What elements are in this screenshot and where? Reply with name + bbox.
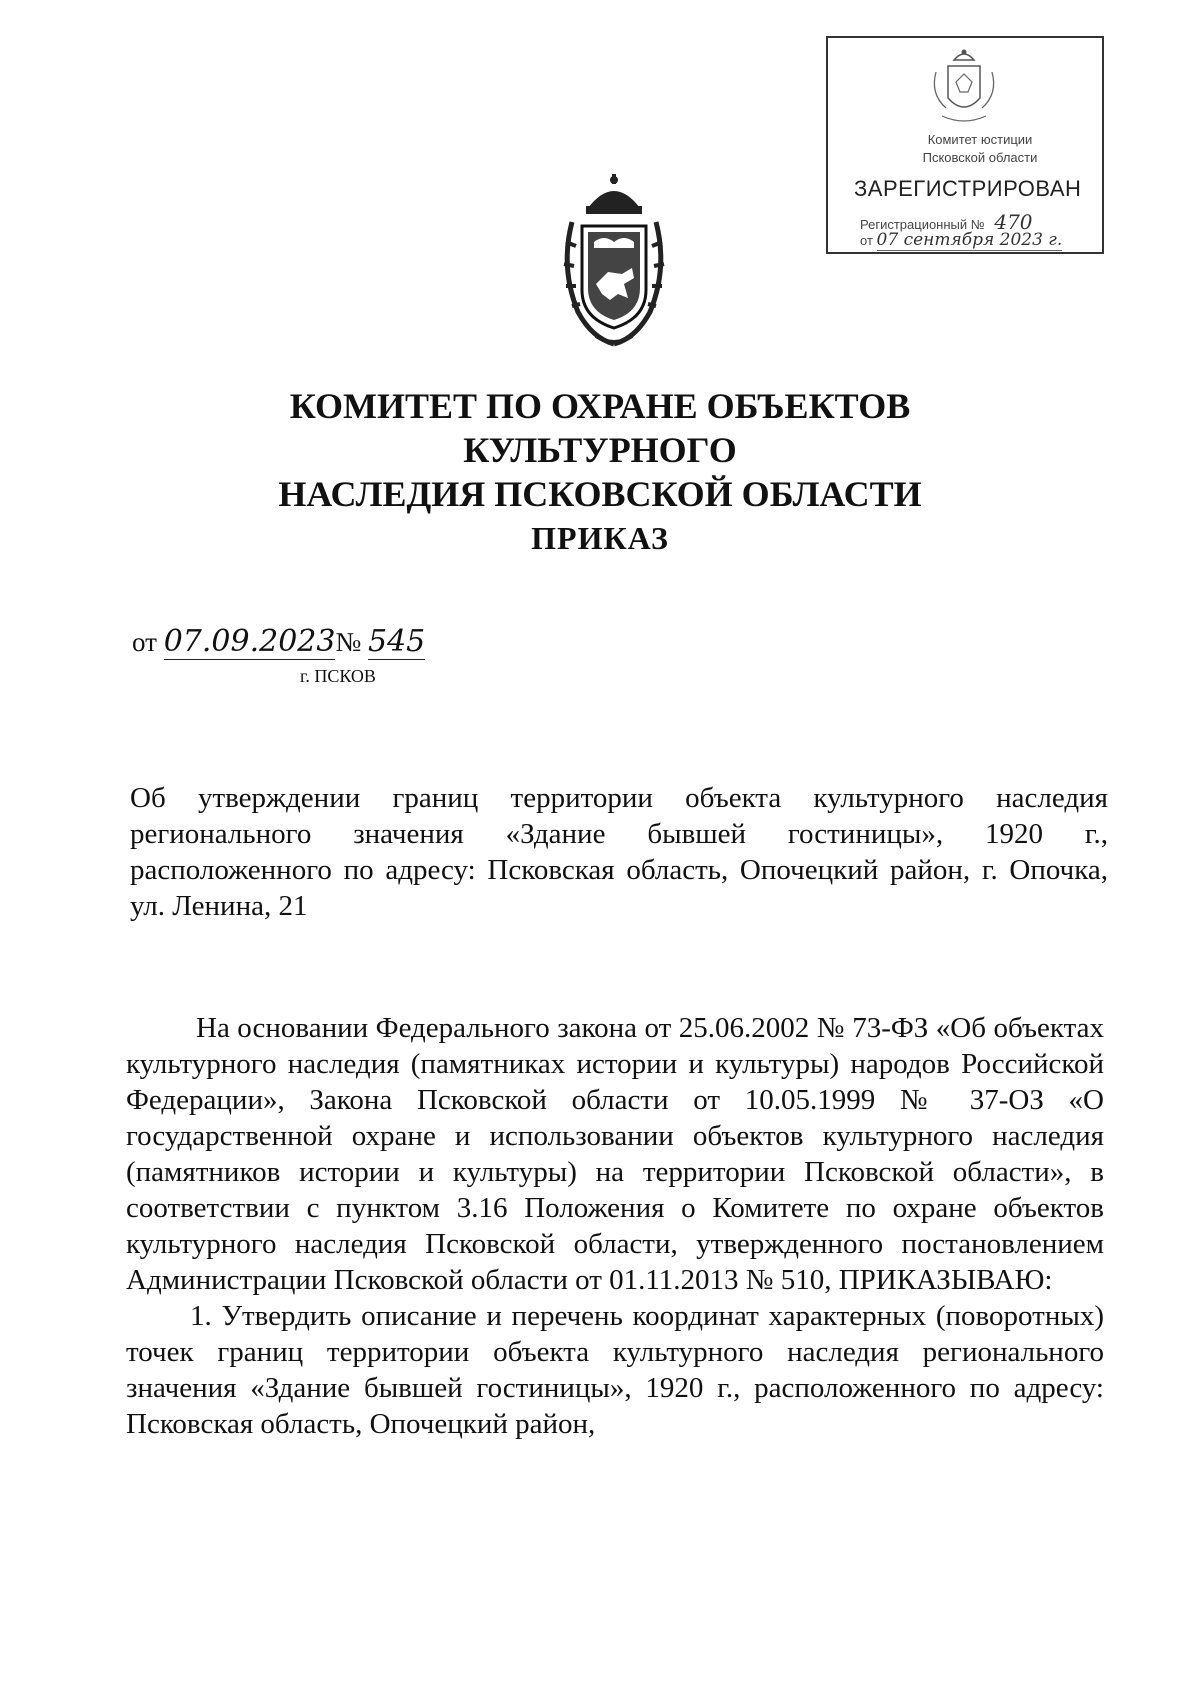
organization-title	[150, 384, 1050, 516]
order-subject: Об утверждении границ территории объекта культурного наследия регионального значения «Здание бывшей гостиницы», 1920 г., расположенного по адресу: Псковская область, Опочецкий район, г. Опочка, ул. Ленина, 21	[130, 782, 1108, 922]
order-date-number	[132, 624, 425, 659]
stamp-title: ЗАРЕГИСТРИРОВАН	[854, 176, 1082, 201]
order-item-1: 1. Утвердить описание и перечень координат характерных (поворотных) точек границ территории объекта культурного наследия регионального значения «Здание бывшей гостиницы», 1920 г., расположенного по адресу: Псковская область, Опочецкий район,	[126, 1300, 1104, 1440]
organization-title-line2: НАСЛЕДИЯ ПСКОВСКОЙ ОБЛАСТИ	[278, 474, 922, 514]
stamp-date-row	[860, 230, 1062, 250]
stamp-org-line2: Псковской области	[922, 150, 1038, 165]
stamp-org-line1: Комитет юстиции	[927, 132, 1033, 147]
order-number: 545	[368, 624, 426, 659]
order-date-prefix: от	[132, 627, 157, 657]
stamp-reg-label: Регистрационный №	[860, 217, 985, 232]
order-preamble: На основании Федерального закона от 25.06.2002 № 73-ФЗ «Об объектах культурного наследия (памятниках истории и культуры) народов Российской Федерации», Закона Псковской области от 10.05.1999 № 37-ОЗ «О государственной охране и использовании объектов культурного наследия (памятников истории и культуры) на территории Псковской области», в соответствии с пунктом 3.16 Положения о Комитете по охране объектов культурного наследия Псковской области, утвержденного постановлением Администрации Псковской области от 01.11.2013 № 510, ПРИКАЗЫВАЮ:	[126, 1012, 1104, 1296]
order-date: 07.09.2023	[163, 624, 336, 659]
order-body	[126, 1010, 1104, 1442]
order-city: г. ПСКОВ	[300, 666, 376, 686]
coat-of-arms-icon	[558, 172, 670, 350]
registration-stamp	[826, 36, 1104, 254]
document-type: ПРИКАЗ	[531, 520, 669, 556]
order-number-prefix: №	[335, 627, 362, 657]
stamp-date-label: от	[860, 233, 873, 248]
coat-of-arms-small-icon	[928, 46, 1000, 128]
stamp-reg-date: 07 сентября 2023 г.	[876, 230, 1063, 250]
stamp-reg-number: 470	[994, 210, 1033, 234]
organization-title-line1: КОМИТЕТ ПО ОХРАНЕ ОБЪЕКТОВ КУЛЬТУРНОГО	[289, 386, 911, 470]
